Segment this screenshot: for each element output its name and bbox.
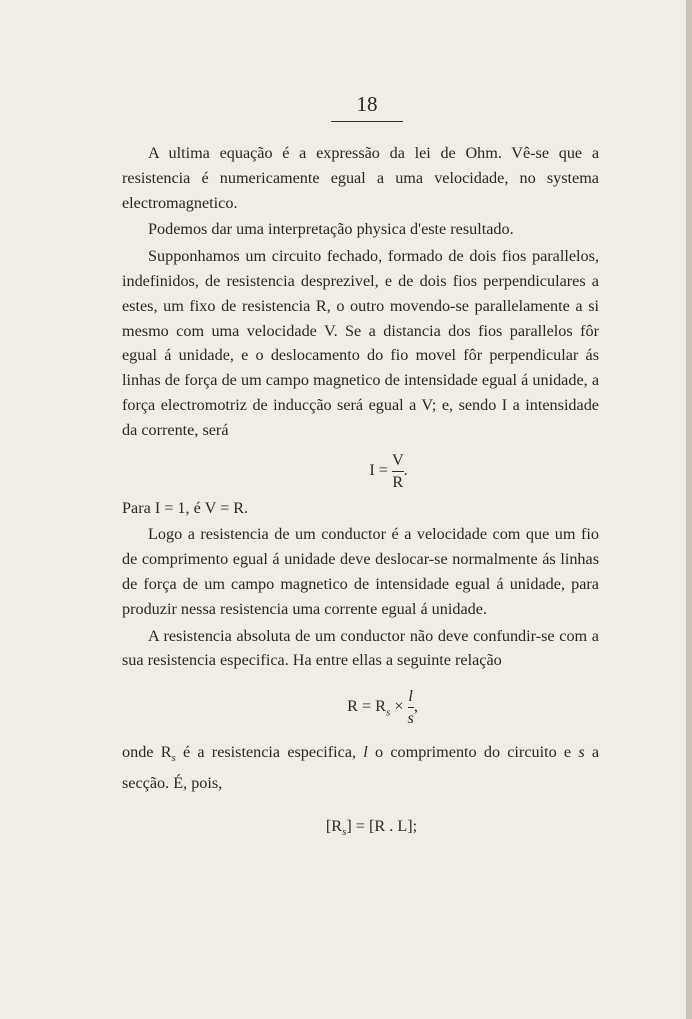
onde-t3: o comprimento do circuito e bbox=[375, 743, 572, 762]
onde-t2: é a resistencia especifica, bbox=[183, 743, 357, 762]
onde-t1: onde bbox=[122, 743, 154, 762]
page-number-rule bbox=[331, 121, 403, 122]
paragraph-specific-resistance: A resistencia absoluta de um conductor não deve confundir-se com a sua resistencia especifica. Ha entre ellas a seguinte relação bbox=[122, 626, 599, 670]
eq1-fraction bbox=[392, 451, 404, 492]
eq2-tail: , bbox=[413, 697, 418, 716]
eq1-op: = bbox=[378, 460, 388, 479]
paragraph-circuit: Supponhamos um circuito fechado, formado de dois fios parallelos, indefinidos, de resistencia desprezivel, e de dois fios perpendiculares a estes, um fixo de resistencia R, o outro movendo-se parallelamente a si mesmo com uma velocidade V. Se a distancia dos fios parallelos fôr egual á unidade, e o deslocamento do fio movel fôr perpendicular ás linhas de força de um campo magnetico de intensidade egual á unidade, a força electromotriz de inducção será egual a V; e, sendo I a intensidade da corrente, será bbox=[122, 247, 599, 439]
paragraph-conclusion: Logo a resistencia de um conductor é a velocidade com que um fio de comprimento egual á unidade deve deslocar-se normalmente ás linhas de força de um campo magnetico de intensidade egual á unidade, para produzir nessa resistencia uma corrente egual á unidade. bbox=[122, 525, 599, 618]
para-b: V = R. bbox=[204, 498, 249, 517]
equation-current bbox=[122, 451, 599, 492]
eq1-denominator: R bbox=[392, 472, 404, 491]
equation-resistance bbox=[122, 687, 599, 728]
onde-s: s bbox=[578, 743, 585, 762]
eq2-rs: R bbox=[375, 697, 386, 716]
paragraph-ohm-law: A ultima equação é a expressão da lei de Ohm. Vê-se que a resistencia é numericamente egual a uma velocidade, no systema electromagnetico. bbox=[122, 144, 599, 212]
eq3-rest: ] = [R . L]; bbox=[346, 816, 418, 835]
onde-rs: R bbox=[160, 743, 172, 762]
eq3-open: [R bbox=[325, 816, 343, 835]
eq2-denominator: s bbox=[407, 709, 414, 728]
eq1-numerator: V bbox=[391, 450, 404, 469]
paragraph-para bbox=[122, 496, 599, 521]
onde-l: l bbox=[363, 743, 368, 762]
equation-dimensions bbox=[122, 814, 599, 845]
para-mid: é bbox=[193, 498, 201, 517]
eq2-op: = bbox=[361, 697, 372, 716]
eq2-lhs: R bbox=[347, 697, 358, 716]
onde-t4: a secção. É, pois, bbox=[122, 743, 600, 793]
eq2-numerator: l bbox=[408, 687, 413, 706]
eq2-rs-subscript: s bbox=[385, 706, 391, 719]
eq2-times: × bbox=[394, 697, 404, 716]
para-prefix: Para bbox=[122, 498, 151, 517]
para-a: I = 1, bbox=[154, 498, 190, 517]
eq1-lhs: I bbox=[369, 460, 375, 479]
onde-rs-subscript: s bbox=[171, 752, 176, 765]
paragraph-onde bbox=[122, 740, 599, 796]
page-body bbox=[122, 141, 599, 845]
eq3-subscript: s bbox=[342, 826, 347, 839]
paragraph-interpretation: Podemos dar uma interpretação physica d'este resultado. bbox=[148, 220, 514, 239]
eq1-fraction-bar bbox=[392, 471, 404, 472]
page-number: 18 bbox=[356, 92, 378, 116]
eq1-tail: . bbox=[403, 460, 408, 479]
